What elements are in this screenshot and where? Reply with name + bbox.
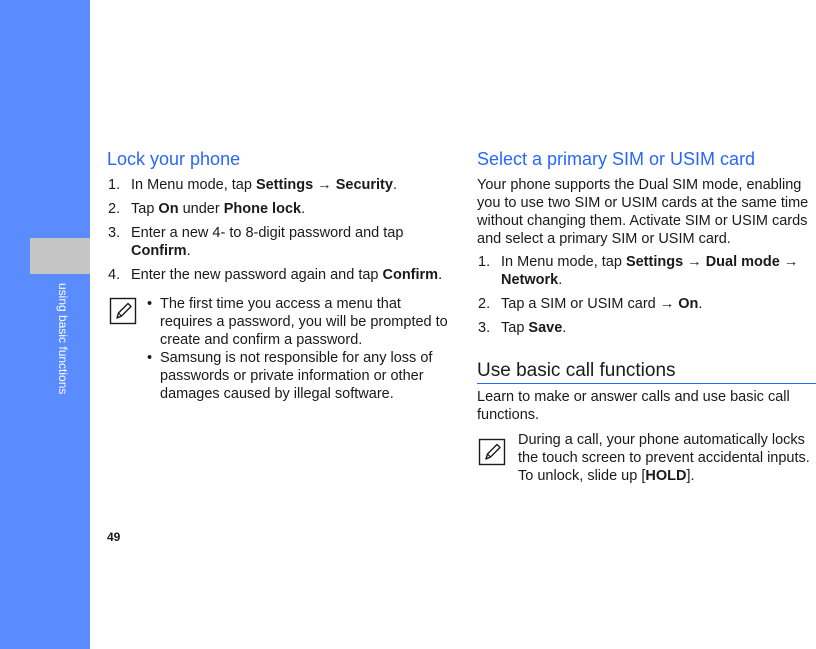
list-item: 2. Tap On under Phone lock.: [108, 201, 306, 217]
list-item: 2. Tap a SIM or USIM card → On.: [478, 296, 703, 312]
side-band: [0, 0, 90, 649]
list-item: • Samsung is not responsible for any loss of passwords or private information or other damages caused by illegal software.: [147, 350, 433, 402]
list-item: 1. In Menu mode, tap Settings → Security.: [108, 177, 397, 193]
list-item: 4. Enter the new password again and tap Confirm.: [108, 267, 443, 283]
call-functions-heading: Use basic call functions: [477, 360, 676, 381]
select-sim-heading: Select a primary SIM or USIM card: [477, 149, 756, 169]
step-number: 1.: [108, 177, 121, 193]
section-divider: [477, 383, 816, 384]
list-item: 1. In Menu mode, tap Settings → Dual mode → Network.: [478, 254, 799, 288]
step-number: 3.: [108, 225, 121, 241]
lock-steps-list: [108, 176, 453, 290]
sim-steps-list: [478, 253, 816, 343]
list-item: 3. Tap Save.: [478, 320, 567, 336]
page-number: 49: [107, 530, 121, 544]
call-note-text: During a call, your phone automatically locks the touch screen to prevent accidental inputs. To unlock, slide up [HOLD].: [518, 432, 810, 484]
sim-intro-text: Your phone supports the Dual SIM mode, enabling you to use two SIM or USIM cards at the same time without changing them. Activate SIM or USIM cards and select a primary SIM or USIM card.: [477, 177, 809, 247]
step-number: 1.: [478, 254, 491, 270]
chapter-tab: [30, 238, 90, 274]
call-intro-text: Learn to make or answer calls and use basic call functions.: [477, 389, 790, 423]
step-number: 4.: [108, 267, 121, 283]
lock-notes-list: [147, 295, 452, 403]
step-number: 2.: [478, 296, 491, 312]
step-number: 2.: [108, 201, 121, 217]
lock-phone-heading: Lock your phone: [107, 149, 241, 169]
chapter-label: using basic functions: [56, 283, 70, 395]
note-pencil-icon: [478, 438, 506, 466]
list-item: 3. Enter a new 4- to 8-digit password and tap Confirm.: [108, 225, 404, 259]
step-number: 3.: [478, 320, 491, 336]
note-pencil-icon: [109, 297, 137, 325]
list-item: • The first time you access a menu that requires a password, you will be prompted to create and confirm a password.: [147, 296, 448, 348]
